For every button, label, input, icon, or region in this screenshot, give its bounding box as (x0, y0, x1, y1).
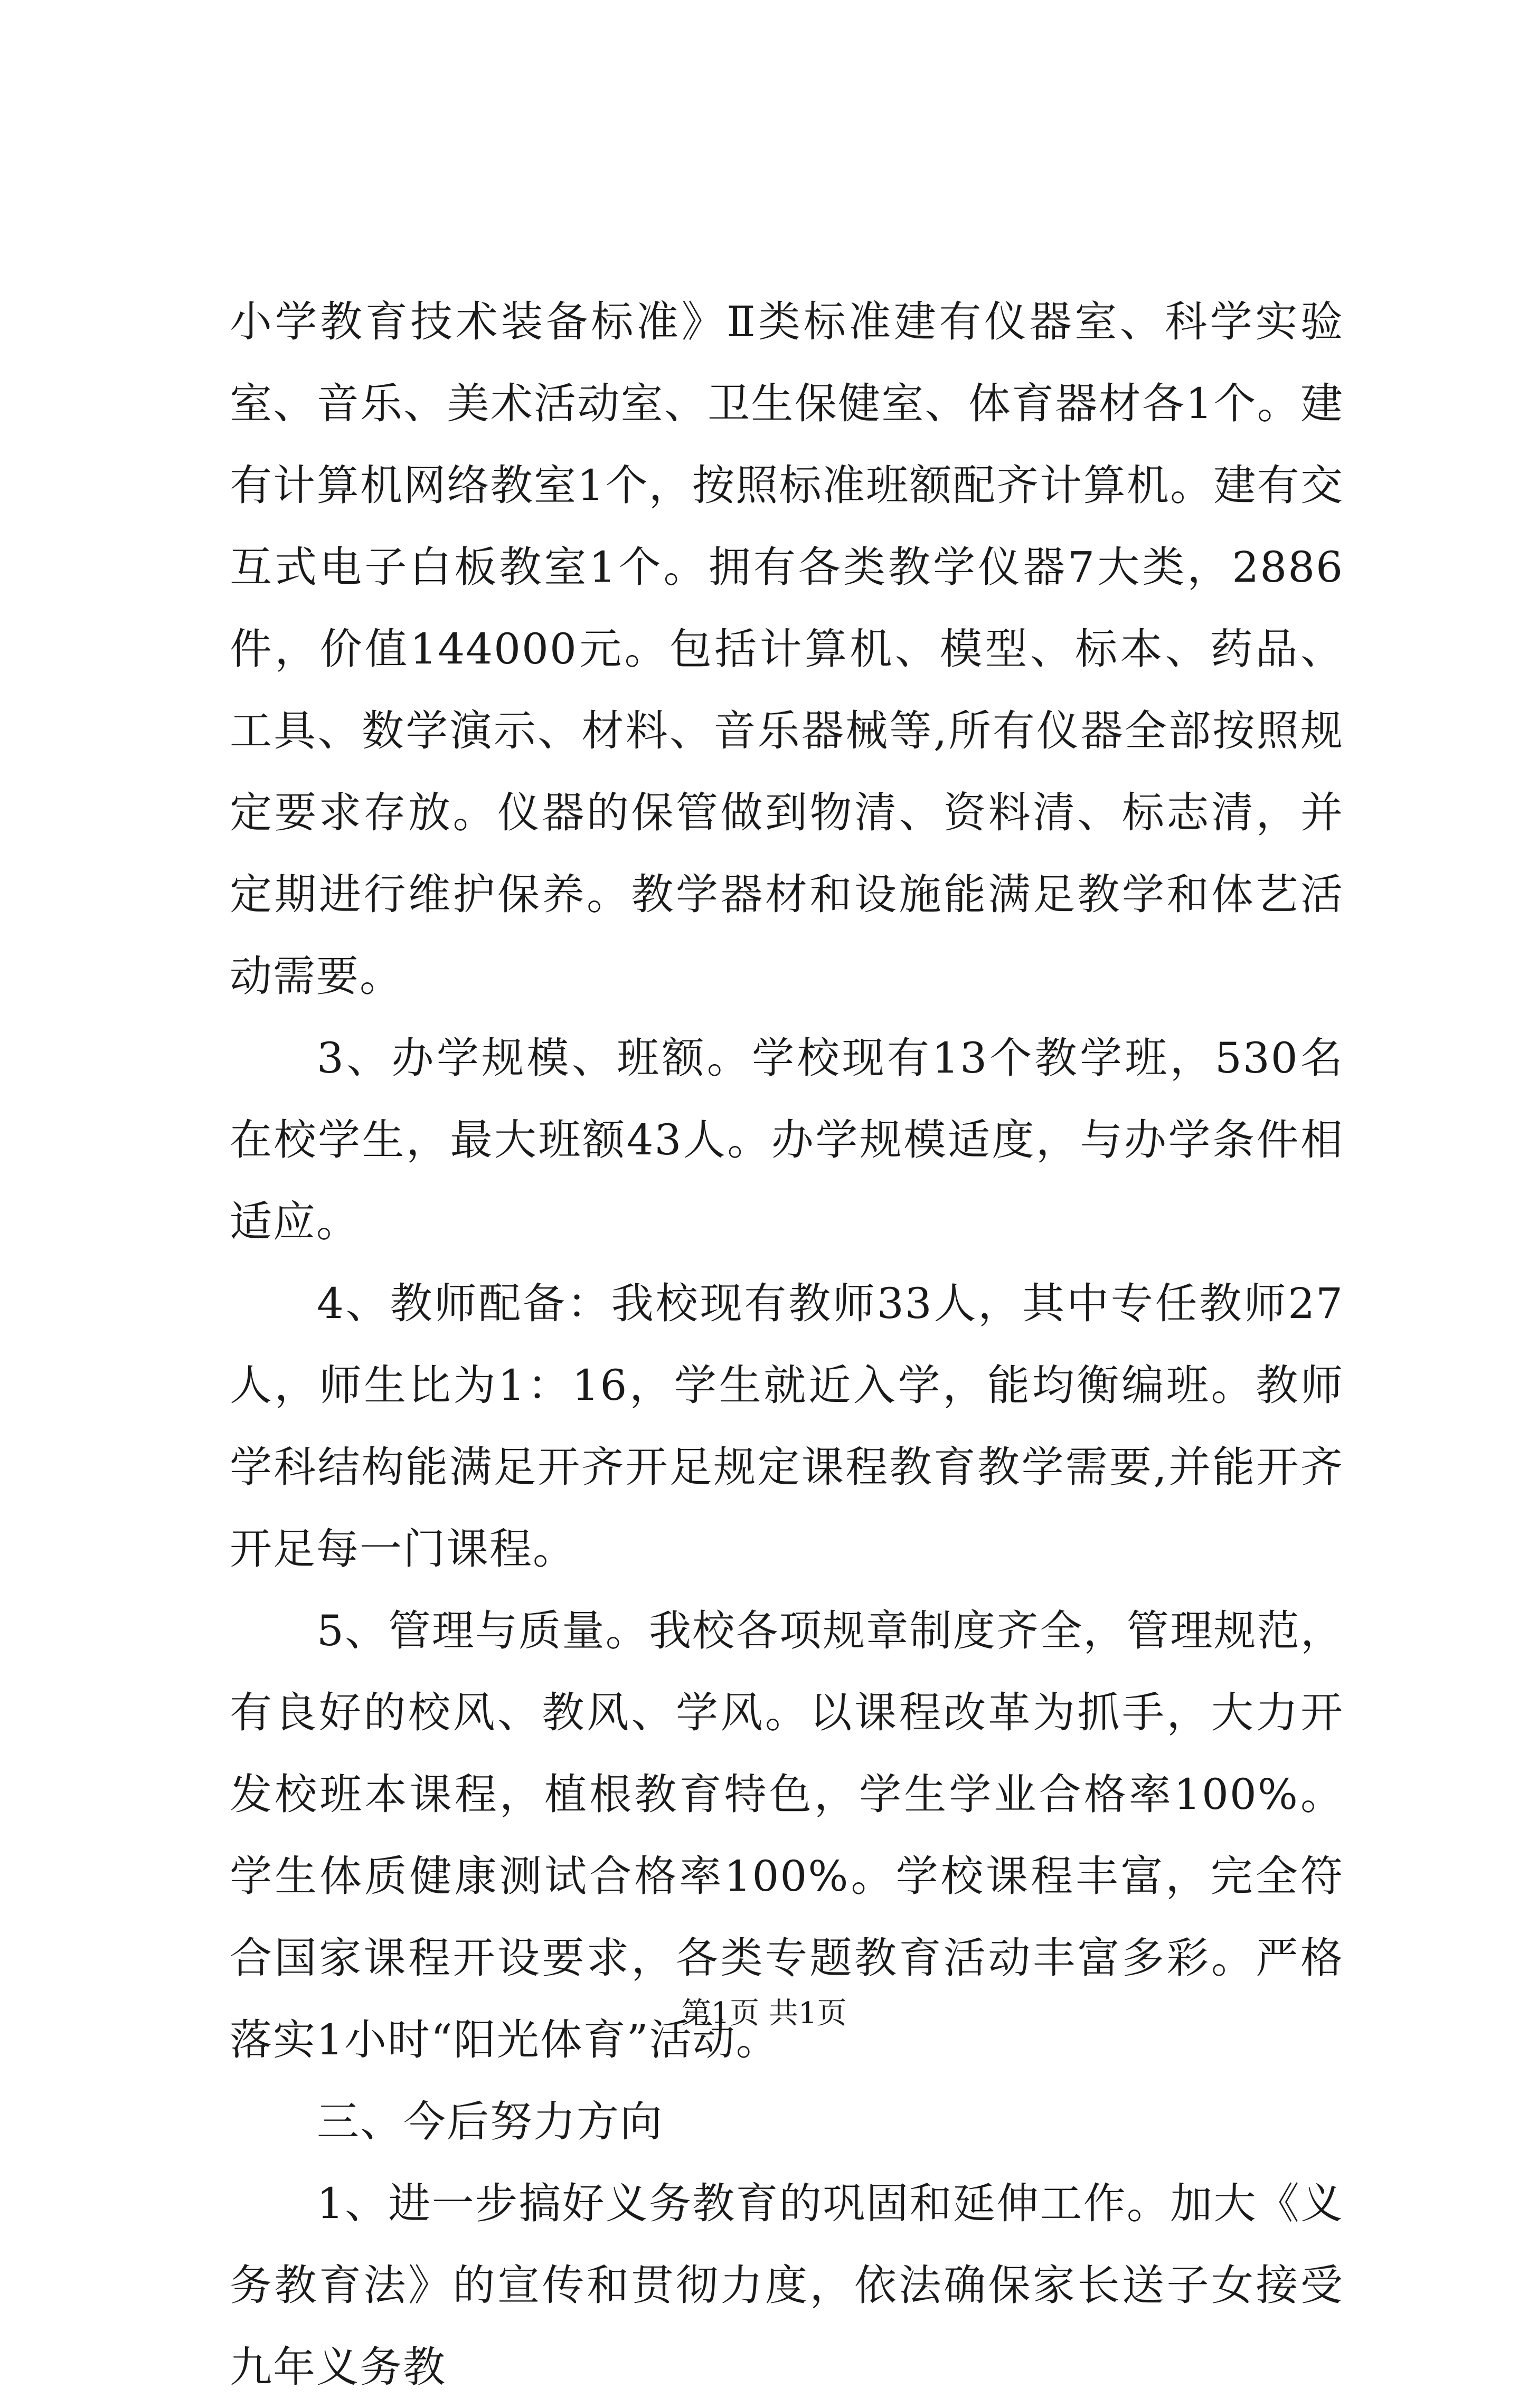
document-body (230, 281, 1344, 2408)
paragraph-equipment: 小学教育技术装备标准》Ⅱ类标准建有仪器室、科学实验室、音乐、美术活动室、卫生保健室、体育器材各1个。建有计算机网络教室1个，按照标准班额配齐计算机。建有交互式电子白板教室1个。拥有各类教学仪器7大类，2886件，价值144000元。包括计算机、模型、标本、药品、工具、数学演示、材料、音乐器械等,所有仪器全部按照规定要求存放。仪器的保管做到物清、资料清、标志清，并定期进行维护保养。教学器材和设施能满足教学和体艺活动需要。 (230, 297, 1344, 1001)
paragraph-management-quality: 5、管理与质量。我校各项规章制度齐全，管理规范，有良好的校风、教风、学风。以课程改革为抓手，大力开发校班本课程，植根教育特色，学生学业合格率100%。学生体质健康测试合格率100%。学校课程丰富，完全符合国家课程开设要求，各类专题教育活动丰富多彩。严格落实1小时“阳光体育”活动。 (230, 1606, 1344, 2064)
paragraph-teachers: 4、教师配备：我校现有教师33人，其中专任教师27人，师生比为1：16，学生就近入学，能均衡编班。教师学科结构能满足开齐开足规定课程教育教学需要,并能开齐开足每一门课程。 (230, 1279, 1344, 1573)
paragraph-school-scale: 3、办学规模、班额。学校现有13个教学班，530名在校学生，最大班额43人。办学规模适度，与办学条件相适应。 (230, 1034, 1344, 1246)
section-heading-future-direction: 三、今后努力方向 (317, 2097, 663, 2146)
page-footer: 第1页 共1页 (681, 1996, 847, 2031)
paragraph-compulsory-education: 1、进一步搞好义务教育的巩固和延伸工作。加大《义务教育法》的宣传和贯彻力度，依法确保家长送子女接受九年义务教 (230, 2179, 1344, 2392)
